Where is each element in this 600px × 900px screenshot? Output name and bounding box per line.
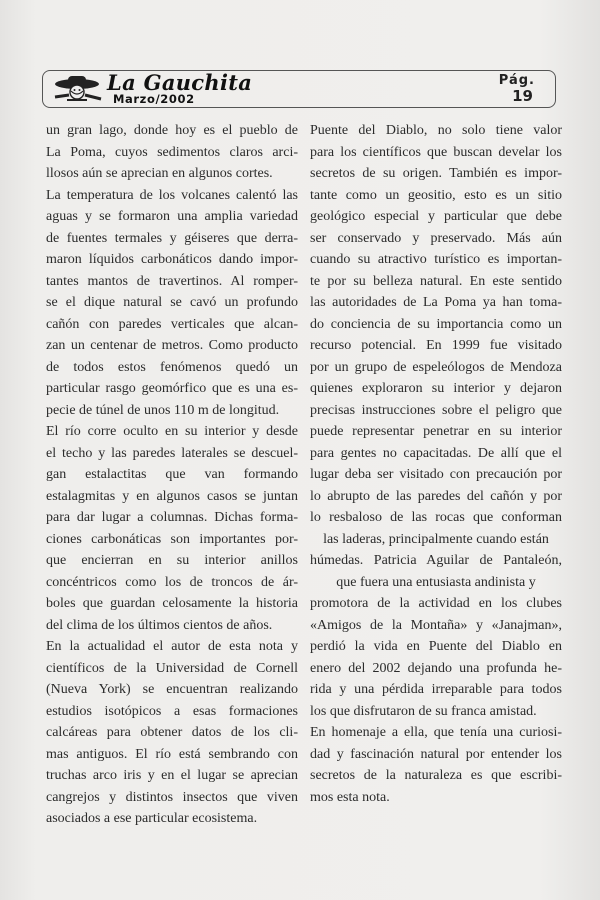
text-line: que encierran en su interior anillos bbox=[46, 553, 298, 568]
page-number: 19 bbox=[512, 87, 533, 105]
text-line: cangrejos y distintos insectos que viven bbox=[46, 789, 298, 805]
text-line: de todos estos fenómenos quedó un bbox=[46, 359, 298, 375]
text-line: aguas y se formaron una amplia variedad bbox=[46, 209, 298, 224]
text-line: mos esta nota. bbox=[310, 789, 390, 805]
text-line: mas antiguos. El río está sembrando con bbox=[46, 746, 298, 762]
text-line: dad y fascinación natural por entender los bbox=[310, 746, 562, 762]
text-line: enero del 2002 dejando una profunda he- bbox=[310, 660, 562, 676]
text-line: lo resbaloso de las rocas que conforman bbox=[310, 510, 562, 525]
text-line: boles que guardan celosamente la historia bbox=[46, 596, 298, 611]
text-line: puede representar penetrar en su interior bbox=[310, 424, 562, 439]
text-line: las laderas, principalmente cuando están bbox=[323, 531, 549, 547]
text-line: el techo y las paredes laterales se descuel- bbox=[46, 445, 298, 461]
text-line: Puente del Diablo, no solo tiene valor bbox=[310, 123, 562, 138]
magazine-title: La Gauchita bbox=[107, 70, 253, 95]
text-line: particular rasgo geomórfico que es una es- bbox=[46, 381, 298, 396]
text-line: gan estalactitas que van formando bbox=[46, 467, 298, 482]
text-line: secretos de su origen. También es impor- bbox=[310, 166, 562, 181]
text-line: las autoridades de La Poma ya han toma- bbox=[310, 295, 562, 310]
text-line: En homenaje a ella, que tenía una curiosi- bbox=[310, 725, 562, 740]
text-line: En la actualidad el autor de esta nota y bbox=[46, 639, 298, 654]
text-line: llosos aún se aprecian en algunos cortes. bbox=[46, 166, 273, 181]
text-line: do conciencia de su importancia como un bbox=[310, 316, 562, 332]
issue-date: Marzo/2002 bbox=[113, 92, 195, 106]
text-line: los que disfrutaron de su franca amistad. bbox=[310, 703, 537, 719]
gaucho-logo bbox=[47, 73, 107, 105]
page-header bbox=[42, 70, 556, 108]
text-line: un gran lago, donde hoy es el pueblo de bbox=[46, 123, 298, 138]
text-line: maron líquidos carbonáticos dando impor- bbox=[46, 252, 298, 267]
text-line: húmedas. Patricia Aguilar de Pantaleón, bbox=[310, 553, 562, 568]
text-line: estudios isotópicos a esas formaciones bbox=[46, 703, 298, 719]
text-line: estalagmitas y en algunos casos se juntan bbox=[46, 488, 298, 504]
text-line: se el dique natural se cavó un profundo bbox=[46, 295, 298, 310]
text-line: lugar deba ser visitado con precaución por bbox=[310, 467, 562, 482]
text-line: ciones carbonáticas son importantes por- bbox=[46, 531, 298, 547]
left-text-column bbox=[46, 120, 298, 830]
text-line: concéntricos como los de troncos de ár- bbox=[46, 574, 298, 590]
text-line: secretos de la naturaleza es que escribi- bbox=[310, 768, 562, 783]
text-line: truchas arco iris y en el lugar se aprecian bbox=[46, 768, 298, 783]
text-line: por un grupo de espeleólogos de Mendoza bbox=[310, 359, 562, 375]
text-line: quienes exploraron su interior y dejaron bbox=[310, 381, 562, 396]
text-line: te por su belleza natural. En este sentido bbox=[310, 273, 562, 289]
text-line: cuando su atractivo turístico es importan- bbox=[310, 252, 562, 267]
text-line: lo abrupto de las paredes del cañón y por bbox=[310, 488, 562, 504]
text-line: de fuentes termales y géiseres que derra- bbox=[46, 230, 298, 246]
text-line: La temperatura de los volcanes calentó las bbox=[46, 187, 298, 203]
text-line: cañón con paredes verticales que alcan- bbox=[46, 316, 298, 332]
text-line: geológico especial y particular que debe bbox=[310, 209, 562, 224]
text-line: tantes mantos de travertinos. Al romper- bbox=[46, 273, 298, 289]
text-line: calcáreas para obtener datos de los cli- bbox=[46, 725, 298, 740]
text-line: El río corre oculto en su interior y desde bbox=[46, 424, 298, 439]
text-line: para gentes no capacitadas. De allí que el bbox=[310, 445, 562, 461]
text-line: pecie de túnel de unos 110 m de longitud. bbox=[46, 402, 280, 418]
text-line: (Nueva York) se encuentran realizando bbox=[46, 682, 298, 697]
text-line: tante como un geositio, esto es un sitio bbox=[310, 187, 562, 203]
text-line: asociados a ese particular ecosistema. bbox=[46, 811, 258, 826]
text-line: La Poma, cuyos sedimentos claros arci- bbox=[46, 144, 298, 160]
text-line: promotora de la actividad en los clubes bbox=[310, 596, 562, 611]
text-line: «Amigos de la Montaña» y «Janajman», bbox=[310, 617, 562, 633]
right-text-column bbox=[310, 120, 562, 808]
page-label: Pág. bbox=[498, 73, 535, 88]
text-line: del clima de los últimos cientos de años. bbox=[46, 617, 273, 633]
text-line: perdió la vida en Puente del Diablo en bbox=[310, 639, 562, 654]
text-line: científicos de la Universidad de Cornell bbox=[46, 660, 298, 676]
text-line: que fuera una entusiasta andinista y bbox=[336, 574, 536, 590]
text-line: precisas instrucciones sobre el peligro que bbox=[310, 402, 562, 418]
text-line: para dar lugar a columnas. Dichas forma- bbox=[46, 510, 298, 525]
text-line: zan un centenar de metros. Como producto bbox=[46, 338, 298, 353]
text-line: recurso potencial. En 1999 fue visitado bbox=[310, 338, 562, 353]
text-line: rida y una pérdida irreparable para todos bbox=[310, 682, 562, 697]
text-line: ser conservado y preservado. Más aún bbox=[310, 230, 562, 246]
text-line: para los científicos que buscan develar los bbox=[310, 144, 562, 160]
